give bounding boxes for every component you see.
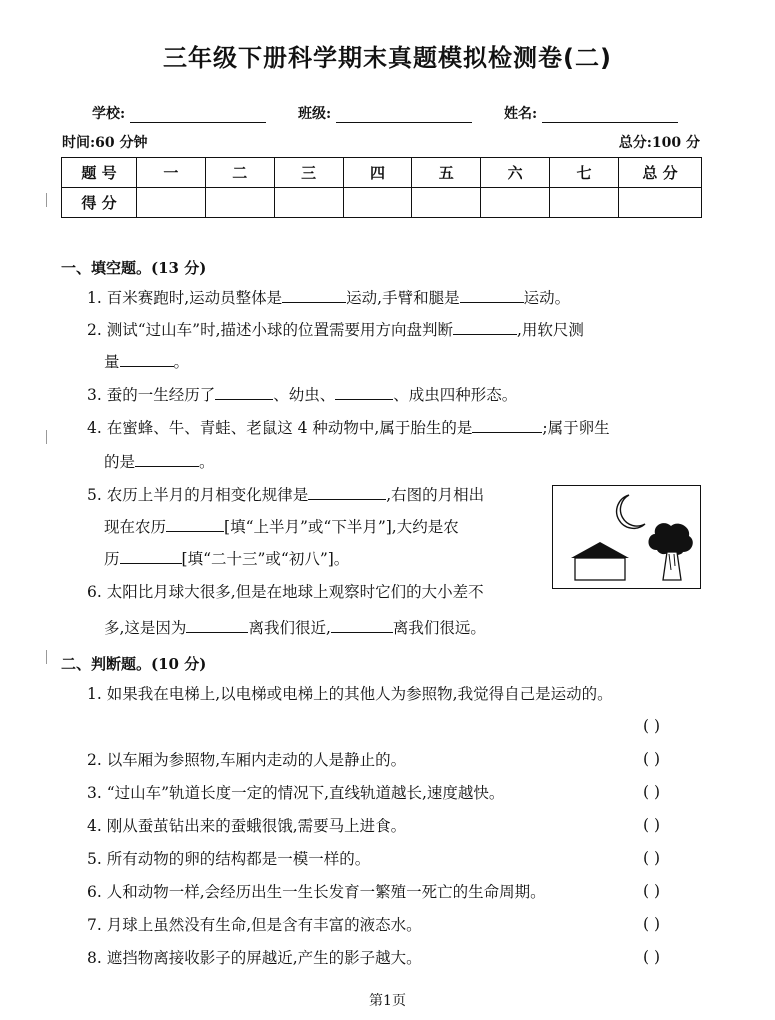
name-field (504, 103, 678, 123)
score-cell[interactable] (619, 188, 702, 218)
header-cell: 五 (412, 158, 481, 188)
q4-text-b: ;属于卵生 (542, 419, 610, 437)
q3-text-c: 、成虫四种形态。 (393, 386, 518, 404)
q1-text-a: 1. 百米赛跑时,运动员整体是 (87, 289, 283, 307)
fill-question-3 (87, 385, 517, 405)
score-row-label: 得 分 (62, 188, 137, 218)
fill-question-5-line3 (104, 549, 349, 569)
margin-mark (46, 650, 47, 664)
q2-text-a: 2. 测试“过山车”时,描述小球的位置需要用方向盘判断 (87, 321, 453, 339)
answer-blank[interactable] (166, 517, 224, 532)
score-cell[interactable] (481, 188, 550, 218)
tree-crown-icon (649, 523, 693, 555)
answer-parentheses[interactable]: ( ) (643, 915, 661, 933)
page-title: 三年级下册科学期末真题模拟检测卷(二) (163, 44, 612, 72)
q2-text-c: 量 (104, 353, 120, 371)
page-number: 第1页 (369, 993, 406, 1009)
header-cell: 三 (274, 158, 343, 188)
fill-question-6-cont (104, 618, 486, 638)
answer-blank[interactable] (308, 485, 386, 500)
header-cell: 题 号 (62, 158, 137, 188)
q4-text-d: 。 (199, 453, 215, 471)
fill-question-5 (87, 485, 484, 505)
answer-blank[interactable] (335, 385, 393, 400)
q2-text-b: ,用软尺测 (517, 321, 584, 339)
answer-blank[interactable] (472, 418, 542, 433)
q5-text-e: 历 (104, 550, 120, 568)
answer-parentheses[interactable]: ( ) (643, 717, 661, 735)
exam-time: 时间:60 分钟 (62, 135, 148, 151)
q6-text-a: 6. 太阳比月球大很多,但是在地球上观察时它们的大小差不 (87, 583, 484, 601)
q6-text-b: 多,这是因为 (104, 619, 187, 637)
answer-parentheses[interactable]: ( ) (643, 882, 661, 900)
answer-blank[interactable] (282, 288, 346, 303)
judge-question-1: 1. 如果我在电梯上,以电梯或电梯上的其他人为参照物,我觉得自己是运动的。 (87, 685, 613, 703)
crescent-moon-icon (617, 495, 645, 528)
header-cell: 二 (205, 158, 274, 188)
q1-text-b: 运动,手臂和腿是 (346, 289, 460, 307)
q3-text-b: 、幼虫、 (273, 386, 336, 404)
answer-blank[interactable] (120, 549, 182, 564)
house-roof-icon (571, 542, 629, 558)
section1-title: 一、填空题。(13 分) (61, 259, 207, 277)
judge-question-7: 7. 月球上虽然没有生命,但是含有丰富的液态水。 (87, 916, 422, 934)
q5-text-c: 现在农历 (104, 518, 167, 536)
fill-question-4 (87, 418, 610, 438)
fill-question-1 (87, 288, 570, 308)
q1-text-c: 运动。 (523, 289, 571, 307)
judge-question-3: 3. “过山车”轨道长度一定的情况下,直线轨道越长,速度越快。 (87, 784, 505, 802)
name-label: 姓名: (504, 106, 538, 122)
margin-mark (46, 430, 47, 444)
class-field (298, 103, 472, 123)
score-cell[interactable] (412, 188, 481, 218)
judge-question-8: 8. 遮挡物离接收影子的屏越近,产生的影子越大。 (87, 949, 422, 967)
score-cell[interactable] (205, 188, 274, 218)
class-blank[interactable] (336, 108, 472, 123)
name-blank[interactable] (542, 108, 678, 123)
judge-question-2: 2. 以车厢为参照物,车厢内走动的人是静止的。 (87, 751, 407, 769)
answer-parentheses[interactable]: ( ) (643, 849, 661, 867)
header-cell: 六 (481, 158, 550, 188)
q2-text-d: 。 (173, 353, 190, 371)
section2-title: 二、判断题。(10 分) (61, 655, 207, 673)
answer-parentheses[interactable]: ( ) (643, 816, 661, 834)
fill-question-5-line2 (104, 517, 459, 537)
q5-text-b: ,右图的月相出 (386, 486, 485, 504)
header-cell: 七 (550, 158, 619, 188)
fill-question-2-cont (104, 352, 189, 372)
q5-text-a: 5. 农历上半月的月相变化规律是 (87, 486, 309, 504)
answer-blank[interactable] (215, 385, 273, 400)
class-label: 班级: (298, 106, 332, 122)
school-label: 学校: (92, 106, 126, 122)
answer-blank[interactable] (135, 452, 199, 467)
answer-blank[interactable] (331, 618, 393, 633)
header-cell: 总 分 (619, 158, 702, 188)
answer-parentheses[interactable]: ( ) (643, 783, 661, 801)
score-cell[interactable] (137, 188, 206, 218)
q3-text-a: 3. 蚕的一生经历了 (87, 386, 216, 404)
score-cell[interactable] (550, 188, 619, 218)
moon-house-tree-illustration (553, 486, 700, 588)
margin-mark (46, 193, 47, 207)
q6-text-d: 离我们很远。 (392, 619, 486, 637)
judge-question-5: 5. 所有动物的卵的结构都是一模一样的。 (87, 850, 371, 868)
answer-blank[interactable] (186, 618, 248, 633)
total-score: 总分:100 分 (618, 135, 700, 151)
score-table-header-row (62, 158, 702, 188)
q5-text-d: [填“上半月”或“下半月”],大约是农 (224, 518, 459, 536)
fill-question-2 (87, 320, 584, 340)
score-table-score-row (62, 188, 702, 218)
fill-question-6 (87, 582, 484, 602)
score-table (61, 157, 702, 218)
answer-blank[interactable] (453, 320, 517, 335)
q5-text-f: [填“二十三”或“初八”]。 (181, 550, 350, 568)
q6-text-c: 离我们很近, (248, 619, 331, 637)
moon-phase-figure (552, 485, 701, 589)
score-cell[interactable] (343, 188, 412, 218)
answer-parentheses[interactable]: ( ) (643, 948, 661, 966)
judge-question-6: 6. 人和动物一样,会经历出生一生长发育一繁殖一死亡的生命周期。 (87, 883, 546, 901)
answer-blank[interactable] (460, 288, 524, 303)
q4-text-a: 4. 在蜜蜂、牛、青蛙、老鼠这 4 种动物中,属于胎生的是 (87, 419, 473, 437)
school-field (92, 103, 266, 123)
judge-question-4: 4. 刚从蚕茧钻出来的蚕蛾很饿,需要马上进食。 (87, 817, 407, 835)
score-cell[interactable] (274, 188, 343, 218)
tree-trunk-icon (663, 552, 681, 580)
school-blank[interactable] (130, 108, 266, 123)
answer-parentheses[interactable]: ( ) (643, 750, 661, 768)
header-cell: 一 (137, 158, 206, 188)
answer-blank[interactable] (120, 352, 174, 367)
header-cell: 四 (343, 158, 412, 188)
fill-question-4-cont (104, 452, 215, 472)
q4-text-c: 的是 (104, 453, 136, 471)
house-wall-icon (575, 558, 625, 580)
